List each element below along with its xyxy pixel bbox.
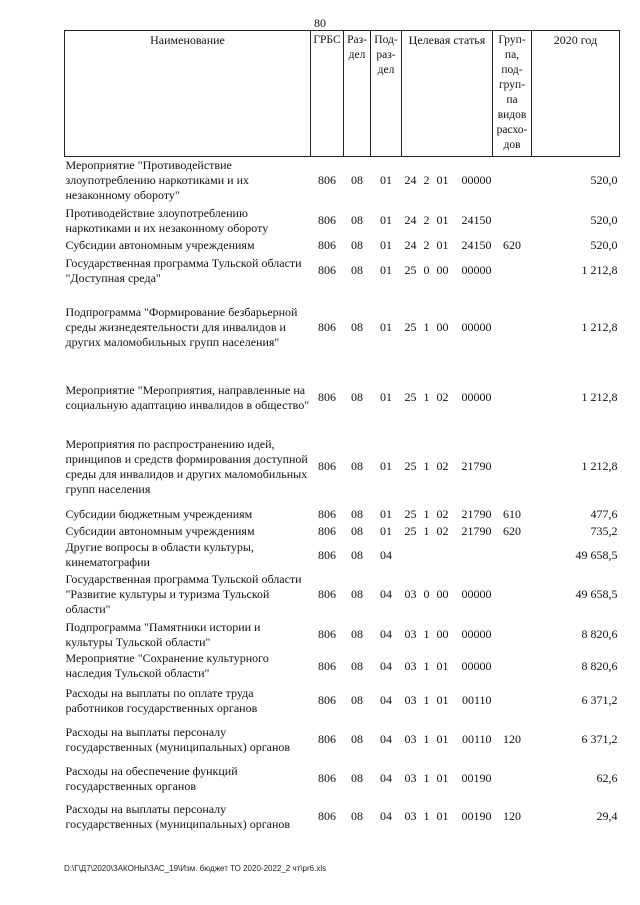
target-article-part-1: 25 (404, 523, 417, 538)
header-grbs: ГРБС (311, 31, 344, 157)
table-row (65, 571, 620, 619)
target-article-part-1: 03 (404, 809, 417, 823)
table-body (65, 157, 620, 836)
row-group (493, 540, 532, 571)
row-grbs: 806 (318, 263, 336, 277)
row-razdel: 08 (351, 237, 363, 252)
table-row (65, 157, 620, 205)
row-amount: 520,0 (590, 237, 618, 252)
row-amount: 49 658,5 (575, 547, 618, 562)
target-article-part-4: 24150 (461, 213, 492, 227)
target-article-part-1: 03 (404, 658, 417, 673)
target-article-part-2: 1 (423, 320, 430, 334)
row-podrazdel: 01 (380, 320, 392, 334)
row-razdel: 08 (351, 213, 363, 227)
row-razdel: 08 (351, 627, 363, 641)
row-amount: 1 212,8 (581, 320, 618, 334)
target-article-part-1: 25 (404, 263, 417, 277)
row-group: 120 (503, 809, 521, 823)
table-row (65, 651, 620, 682)
table-row (65, 720, 620, 760)
target-article-part-4: 00000 (461, 320, 492, 334)
row-group (493, 157, 532, 205)
row-group (493, 682, 532, 720)
target-article-part-1: 03 (404, 627, 417, 641)
header-year: 2020 год (532, 31, 620, 157)
row-group (493, 428, 532, 506)
row-name: Государственная программа Тульской области "Развитие культуры и туризма Тульской области" (65, 572, 302, 616)
row-group (493, 760, 532, 798)
row-podrazdel: 04 (380, 627, 392, 641)
row-grbs: 806 (318, 658, 336, 673)
row-name: Мероприятия по распространению идей, принципов и средств формирования доступной среды для инвалидов и других маломобильных групп населения (65, 436, 308, 496)
row-amount: 62,6 (596, 771, 618, 785)
row-razdel: 08 (351, 771, 363, 785)
row-razdel: 08 (351, 459, 363, 473)
target-article-part-1: 25 (404, 506, 417, 521)
row-target-article (402, 619, 493, 651)
row-target-article (402, 760, 493, 798)
row-target-article (402, 205, 493, 237)
target-article-part-2: 1 (423, 390, 430, 404)
row-podrazdel: 04 (380, 693, 392, 707)
row-group (493, 368, 532, 428)
target-article-part-3: 00 (436, 320, 449, 334)
target-article-part-4: 21790 (461, 506, 492, 521)
row-target-article (402, 368, 493, 428)
row-grbs: 806 (318, 213, 336, 227)
row-amount: 520,0 (590, 213, 618, 227)
target-article-part-2: 1 (423, 732, 430, 746)
row-grbs: 806 (318, 390, 336, 404)
target-article-part-4: 21790 (461, 459, 492, 473)
row-grbs: 806 (318, 459, 336, 473)
row-razdel: 08 (351, 693, 363, 707)
row-target-article (402, 506, 493, 523)
row-group (493, 254, 532, 288)
row-target-article (402, 571, 493, 619)
row-razdel: 08 (351, 390, 363, 404)
table-row (65, 682, 620, 720)
row-target-article (402, 157, 493, 205)
row-podrazdel: 01 (380, 523, 392, 538)
row-razdel: 08 (351, 732, 363, 746)
row-group (493, 288, 532, 368)
target-article-part-2: 1 (423, 658, 430, 673)
table-row (65, 368, 620, 428)
table-row (65, 288, 620, 368)
table-row (65, 798, 620, 836)
row-podrazdel: 04 (380, 658, 392, 673)
target-article-part-3: 01 (436, 771, 449, 785)
row-name: Другие вопросы в области культуры, кинематографии (65, 540, 254, 569)
row-name: Субсидии автономным учреждениям (65, 523, 255, 538)
target-article-part-1: 24 (404, 213, 417, 227)
header-razdel: Раз-дел (344, 31, 371, 157)
target-article-part-4: 24150 (461, 237, 492, 252)
row-target-article (402, 523, 493, 540)
row-amount: 1 212,8 (581, 459, 618, 473)
row-amount: 49 658,5 (575, 587, 618, 601)
row-target-article (402, 237, 493, 254)
target-article-part-1: 24 (404, 237, 417, 252)
target-article-part-1: 25 (404, 459, 417, 473)
target-article-part-2: 2 (423, 237, 430, 252)
row-podrazdel: 01 (380, 390, 392, 404)
footer-file-path: D:\Г\Д7\2020\ЗАКОНЫ\ЗАС_19\Изм. бюджет ТО 2020-2022_2 чт\pr6.xls (64, 864, 327, 873)
target-article-part-3: 00 (436, 627, 449, 641)
row-podrazdel: 01 (380, 173, 392, 188)
row-amount: 29,4 (596, 809, 618, 823)
row-name: Субсидии бюджетным учреждениям (65, 506, 253, 521)
header-group: Груп-па, под-груп-па видов расхо-дов (493, 31, 532, 157)
row-target-article (402, 651, 493, 682)
row-grbs: 806 (318, 587, 336, 601)
target-article-part-3: 01 (436, 658, 449, 673)
row-amount: 520,0 (590, 173, 618, 188)
table-row (65, 523, 620, 540)
row-grbs: 806 (318, 237, 336, 252)
row-grbs: 806 (318, 173, 336, 188)
row-name: Подпрограмма "Формирование безбарьерной среды жизнедеятельности для инвалидов и других маломобильных групп населения" (65, 305, 298, 349)
target-article-part-4: 00110 (461, 732, 492, 746)
row-target-article (402, 720, 493, 760)
row-name: Мероприятие "Сохранение культурного наследия Тульской области" (65, 651, 269, 680)
target-article-part-3: 01 (436, 173, 449, 188)
row-group (493, 651, 532, 682)
target-article-part-2: 0 (423, 263, 430, 277)
table-row (65, 506, 620, 523)
target-article-part-2: 1 (423, 771, 430, 785)
row-razdel: 08 (351, 320, 363, 334)
row-grbs: 806 (318, 320, 336, 334)
row-grbs: 806 (318, 771, 336, 785)
row-name: Государственная программа Тульской области "Доступная среда" (65, 255, 302, 285)
row-amount: 8 820,6 (581, 658, 618, 673)
target-article-part-3: 02 (436, 390, 449, 404)
budget-table (64, 30, 620, 836)
target-article-part-3: 02 (436, 506, 449, 521)
target-article-part-3: 02 (436, 523, 449, 538)
target-article-part-1: 24 (404, 173, 417, 188)
row-razdel: 08 (351, 587, 363, 601)
target-article-part-2: 0 (423, 587, 430, 601)
row-amount: 735,2 (590, 523, 618, 538)
target-article-part-1: 03 (404, 693, 417, 707)
row-podrazdel: 04 (380, 547, 392, 562)
row-group (493, 619, 532, 651)
target-article-part-1: 03 (404, 732, 417, 746)
target-article-part-2: 1 (423, 693, 430, 707)
target-article-part-3: 00 (436, 587, 449, 601)
target-article-part-2: 1 (423, 809, 430, 823)
target-article-part-1: 25 (404, 390, 417, 404)
table-row (65, 254, 620, 288)
table-row (65, 428, 620, 506)
target-article-part-3: 01 (436, 732, 449, 746)
target-article-part-3: 01 (436, 809, 449, 823)
target-article-part-4: 00110 (461, 693, 492, 707)
row-amount: 1 212,8 (581, 390, 618, 404)
row-name: Субсидии автономным учреждениям (65, 237, 255, 252)
target-article-part-2: 1 (423, 627, 430, 641)
table-row (65, 205, 620, 237)
target-article-part-4: 00000 (461, 587, 492, 601)
row-razdel: 08 (351, 506, 363, 521)
target-article-part-4: 00000 (461, 390, 492, 404)
table-row (65, 619, 620, 651)
row-razdel: 08 (351, 547, 363, 562)
row-target-article (402, 288, 493, 368)
row-group (493, 571, 532, 619)
target-article-part-3: 01 (436, 237, 449, 252)
row-name: Расходы на выплаты по оплате труда работников государственных органов (65, 685, 258, 715)
target-article-part-3: 01 (436, 693, 449, 707)
row-name: Мероприятие "Противодействие злоупотреблению наркотиками и их незаконному обороту" (65, 158, 249, 203)
header-name: Наименование (65, 31, 311, 157)
row-amount: 8 820,6 (581, 627, 618, 641)
row-grbs: 806 (318, 732, 336, 746)
target-article-part-2: 1 (423, 506, 430, 521)
row-target-article (402, 428, 493, 506)
row-name: Расходы на обеспечение функций государственных органов (65, 763, 238, 793)
row-podrazdel: 01 (380, 237, 392, 252)
row-group: 610 (503, 506, 521, 521)
target-article-part-3: 01 (436, 213, 449, 227)
row-razdel: 08 (351, 658, 363, 673)
row-group: 620 (503, 237, 521, 252)
row-name: Расходы на выплаты персоналу государственных (муниципальных) органов (65, 801, 291, 831)
row-target-article (402, 682, 493, 720)
row-grbs: 806 (318, 809, 336, 823)
row-razdel: 08 (351, 263, 363, 277)
target-article-part-3: 00 (436, 263, 449, 277)
row-name: Подпрограмма "Памятники истории и культуры Тульской области" (65, 619, 261, 649)
row-target-article (402, 254, 493, 288)
row-podrazdel: 04 (380, 587, 392, 601)
row-grbs: 806 (318, 693, 336, 707)
row-podrazdel: 01 (380, 263, 392, 277)
row-grbs: 806 (318, 627, 336, 641)
target-article-part-4: 00190 (461, 809, 492, 823)
row-target-article (402, 540, 493, 571)
row-target-article (402, 798, 493, 836)
target-article-part-4: 00190 (461, 771, 492, 785)
row-amount: 477,6 (590, 506, 618, 521)
row-podrazdel: 04 (380, 732, 392, 746)
row-grbs: 806 (318, 547, 336, 562)
row-podrazdel: 04 (380, 771, 392, 785)
target-article-part-2: 1 (423, 459, 430, 473)
table-header-row (65, 31, 620, 157)
row-podrazdel: 01 (380, 459, 392, 473)
header-target: Целевая статья (402, 31, 493, 157)
target-article-part-1: 25 (404, 320, 417, 334)
row-grbs: 806 (318, 523, 336, 538)
row-name: Противодействие злоупотреблению наркотиками и их незаконному обороту (65, 205, 269, 235)
target-article-part-4: 00000 (461, 658, 492, 673)
target-article-part-3: 02 (436, 459, 449, 473)
row-razdel: 08 (351, 523, 363, 538)
target-article-part-2: 2 (423, 173, 430, 188)
row-group: 120 (503, 732, 521, 746)
target-article-part-4: 00000 (461, 173, 492, 188)
row-podrazdel: 01 (380, 506, 392, 521)
row-podrazdel: 04 (380, 809, 392, 823)
target-article-part-4: 00000 (461, 263, 492, 277)
table-row (65, 760, 620, 798)
table-row (65, 540, 620, 571)
target-article-part-4: 21790 (461, 523, 492, 538)
row-name: Расходы на выплаты персоналу государственных (муниципальных) органов (65, 724, 291, 754)
row-podrazdel: 01 (380, 213, 392, 227)
row-razdel: 08 (351, 173, 363, 188)
page-number: 80 (314, 16, 326, 30)
target-article-part-1: 03 (404, 587, 417, 601)
row-grbs: 806 (318, 506, 336, 521)
row-group: 620 (503, 523, 521, 538)
target-article-part-4: 00000 (461, 627, 492, 641)
row-amount: 6 371,2 (581, 693, 618, 707)
target-article-part-2: 2 (423, 213, 430, 227)
row-amount: 6 371,2 (581, 732, 618, 746)
row-razdel: 08 (351, 809, 363, 823)
target-article-part-1: 03 (404, 771, 417, 785)
row-amount: 1 212,8 (581, 263, 618, 277)
target-article-part-2: 1 (423, 523, 430, 538)
header-podrazdel: Под-раз-дел (371, 31, 402, 157)
row-name: Мероприятие "Мероприятия, направленные на социальную адаптацию инвалидов в общество" (65, 382, 310, 412)
row-group (493, 205, 532, 237)
table-row (65, 237, 620, 254)
